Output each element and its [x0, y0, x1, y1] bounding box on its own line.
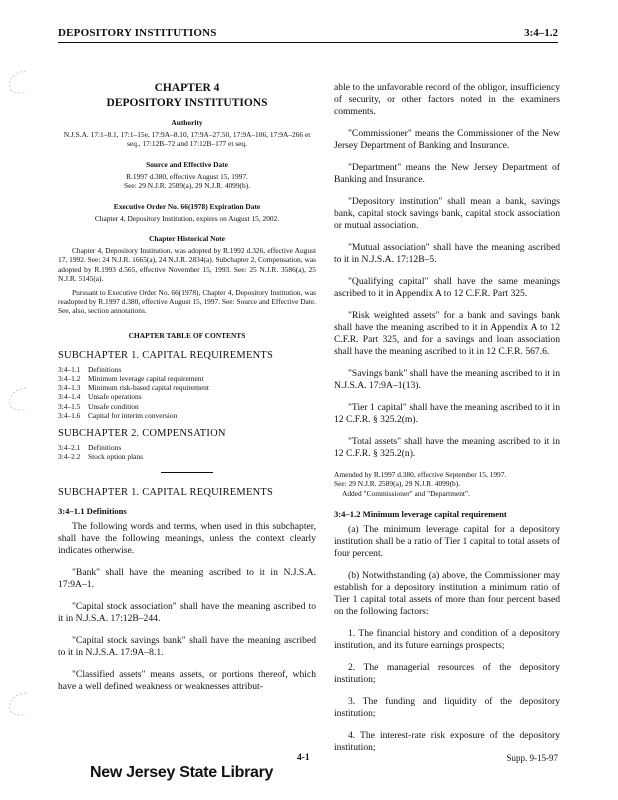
- toc-item[interactable]: 3:4–1.6 Capital for interim conversion: [58, 410, 178, 420]
- section-divider: [161, 472, 213, 473]
- authority-text: N.J.S.A. 17:1–8.1, 17:1–15e, 17:9A–8.10, 17:9A–27.50, 17:9A–106, 17:9A–266 et seq., 17:12B–72 and 17:12B–177 et seq.: [63, 130, 311, 149]
- historical-note-label: Chapter Historical Note: [149, 234, 225, 244]
- amendment-note-line-2: See: 29 N.J.R. 2589(a), 29 N.J.R. 4099(b).: [334, 479, 461, 489]
- library-stamp: New Jersey State Library: [90, 764, 274, 781]
- right-column: [334, 82, 560, 764]
- section-1-2-factor-4: 4. The interest-rate risk exposure of the depository institution;: [334, 730, 560, 754]
- definition-capital-stock-savings-bank: "Capital stock savings bank" shall have the meaning ascribed to it in N.J.S.A. 17:9A–8.1.: [58, 634, 316, 658]
- toc-subchapter-2-title: SUBCHAPTER 2. COMPENSATION: [58, 428, 226, 440]
- historical-note-paragraph-1: Chapter 4, Depository Institution, was adopted by R.1992 d.326, effective August 17, 1992. See: 24 N.J.R. 1665(a), 24 N.J.R. 2834(a). Subchapter 2, Compensation, was adopted by R.1993 d.565, effective November 15, 1993. See: 25 N.J.R. 3586(a), 25 N.J.R. 5145(a).: [58, 246, 316, 284]
- definition-total-assets: "Total assets" shall have the meaning ascribed to it in 12 C.F.R. § 325.2(n).: [334, 436, 560, 459]
- toc-label: CHAPTER TABLE OF CONTENTS: [128, 330, 246, 340]
- definition-tier-1-capital: "Tier 1 capital" shall have the meaning ascribed to it in 12 C.F.R. § 325.2(m).: [334, 402, 560, 425]
- toc-item[interactable]: 3:4–1.2 Minimum leverage capital requirement: [58, 374, 204, 384]
- executive-order-text: Chapter 4, Depository Institution, expires on August 15, 2002.: [94, 213, 280, 223]
- classified-assets-continuation: able to the unfavorable record of the obligor, insufficiency of security, or other factors noted in the examiners comments.: [334, 82, 560, 117]
- amendment-note-line-3: Added "Commissioner" and "Department".: [342, 488, 470, 498]
- definition-risk-weighted-assets: "Risk weighted assets" for a bank and savings bank shall have the meaning ascribed to it in Appendix A to 12 C.F.R. Part 325, and for a savings and loan association shall have the meaning ascribed to it in 12 C.F.R. 567.6.: [334, 310, 560, 357]
- running-header-section-range: 3:4–1.2: [524, 27, 558, 39]
- toc-subchapter-2-list: [58, 443, 316, 461]
- punch-hole-mark-middle: [4, 385, 34, 413]
- amendment-note-line-1: Amended by R.1997 d.380, effective September 15, 1997.: [334, 470, 507, 479]
- toc-item[interactable]: 3:4–1.5 Unsafe condition: [58, 401, 139, 411]
- source-label: Source and Effective Date: [146, 159, 228, 169]
- source-line-1: R.1997 d.380, effective August 15, 1997.: [126, 171, 248, 181]
- toc-item[interactable]: 3:4–1.3 Minimum risk-based capital requirement: [58, 383, 209, 393]
- toc-item[interactable]: 3:4–2.1 Definitions: [58, 443, 122, 453]
- supplement-date: Supp. 9-15-97: [506, 753, 558, 763]
- section-1-2-paragraph-b: (b) Notwithstanding (a) above, the Commissioner may establish for a depository institution a minimum ratio of Tier 1 capital total assets of more than four percent based on the following factors:: [334, 570, 560, 618]
- toc-item[interactable]: 3:4–2.2 Stock option plans: [58, 452, 144, 462]
- toc-subchapter-1-list: [58, 365, 316, 420]
- section-1-2-factor-3: 3. The funding and liquidity of the depository institution;: [334, 696, 560, 720]
- definition-commissioner: "Commissioner" means the Commissioner of the New Jersey Department of Banking and Insurance.: [334, 128, 560, 151]
- header-rule: [58, 42, 558, 43]
- historical-note-paragraph-2: Pursuant to Executive Order No. 66(1978), Chapter 4, Depository Institution, was readopted by R.1997 d.380, effective August 15, 1997. See: Source and Effective Date. See, also, section annotations.: [58, 287, 316, 316]
- section-1-2-heading: 3:4–1.2 Minimum leverage capital requirement: [334, 509, 507, 520]
- definitions-intro: The following words and terms, when used in this subchapter, shall have the following meanings, unless the context clearly indicates otherwise.: [58, 520, 316, 556]
- subchapter-1-heading: SUBCHAPTER 1. CAPITAL REQUIREMENTS: [58, 486, 274, 498]
- section-1-1-heading: 3:4–1.1 Definitions: [58, 505, 127, 516]
- definition-bank: "Bank" shall have the meaning ascribed to it in N.J.S.A. 17:9A–1.: [58, 566, 316, 590]
- page-number: 4-1: [297, 753, 310, 763]
- chapter-number: CHAPTER 4: [154, 82, 220, 94]
- definition-department: "Department" means the New Jersey Department of Banking and Insurance.: [334, 162, 560, 185]
- punch-hole-mark-top: [4, 68, 34, 96]
- left-column: [58, 82, 316, 703]
- source-line-2: See: 29 N.J.R. 2589(a), 29 N.J.R. 4099(b).: [123, 181, 251, 191]
- definition-depository-institution: "Depository institution" shall mean a bank, savings bank, capital stock savings bank, capital stock association or mutual association.: [334, 196, 560, 231]
- toc-subchapter-1-title: SUBCHAPTER 1. CAPITAL REQUIREMENTS: [58, 349, 274, 361]
- definition-capital-stock-association: "Capital stock association" shall have the meaning ascribed to it in N.J.S.A. 17:12B–244.: [58, 600, 316, 624]
- definition-classified-assets: "Classified assets" means assets, or portions thereof, which have a well defined weakness or weaknesses attribut-: [58, 668, 316, 692]
- definition-qualifying-capital: "Qualifying capital" shall have the same meanings ascribed to it in Appendix A to 12 C.F.R. Part 325.: [334, 276, 560, 299]
- running-header-title: DEPOSITORY INSTITUTIONS: [58, 27, 217, 39]
- section-1-2-factor-1: 1. The financial history and condition of a depository institution, and its future earnings prospects;: [334, 628, 560, 652]
- definition-savings-bank: "Savings bank" shall have the meaning ascribed to it in N.J.S.A. 17:9A–1(13).: [334, 368, 560, 391]
- toc-item[interactable]: 3:4–1.1 Definitions: [58, 364, 122, 374]
- definition-mutual-association: "Mutual association" shall have the meaning ascribed to it in N.J.S.A. 17:12B–5.: [334, 242, 560, 265]
- section-1-2-factor-2: 2. The managerial resources of the depository institution;: [334, 662, 560, 686]
- executive-order-label: Executive Order No. 66(1978) Expiration Date: [113, 201, 261, 211]
- chapter-title: DEPOSITORY INSTITUTIONS: [106, 97, 268, 109]
- authority-label: Authority: [171, 118, 203, 127]
- section-1-2-paragraph-a: (a) The minimum leverage capital for a depository institution shall be a ratio of Tier 1 capital to total assets of four percent.: [334, 524, 560, 560]
- toc-item[interactable]: 3:4–1.4 Unsafe operations: [58, 392, 142, 402]
- punch-hole-mark-bottom: [4, 690, 34, 718]
